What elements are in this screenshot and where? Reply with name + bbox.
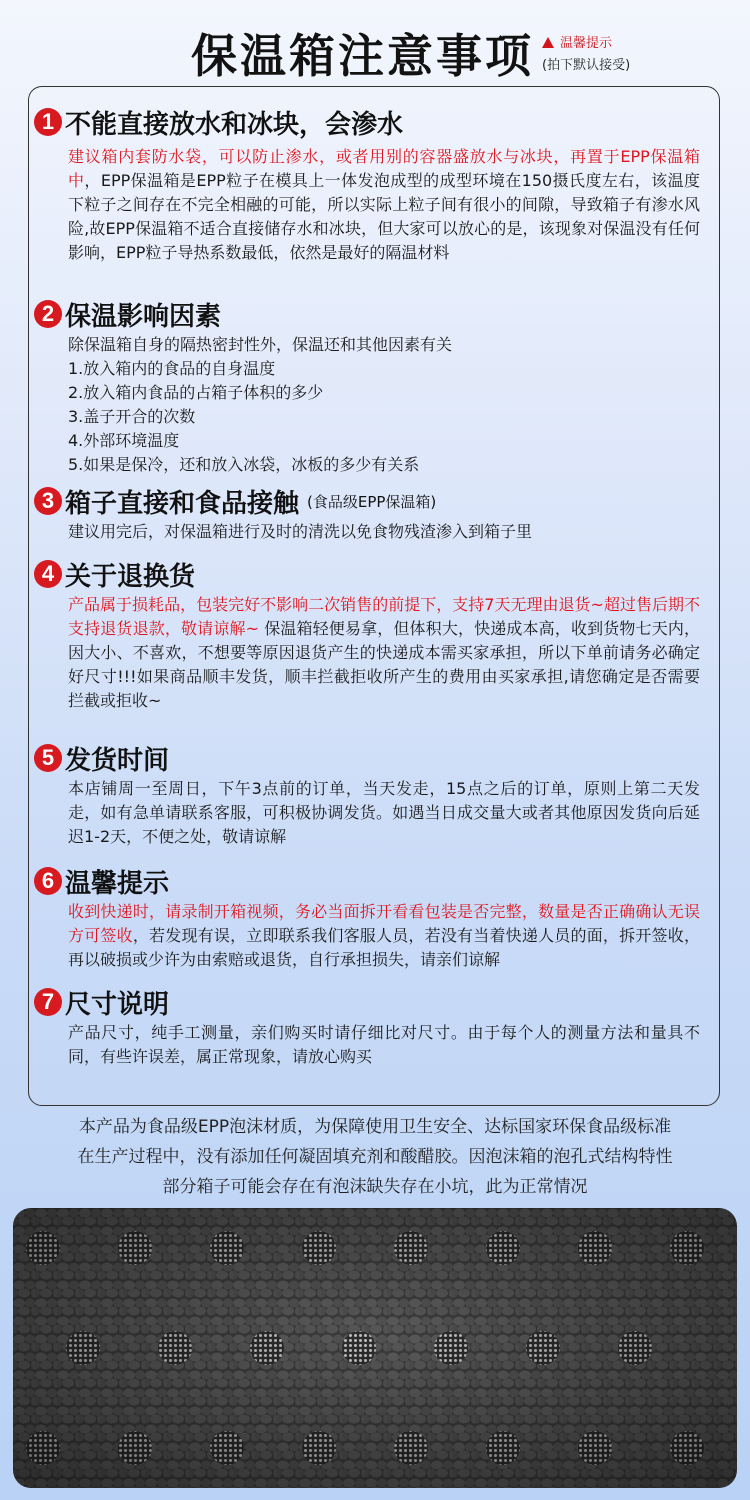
tip-subtext: (拍下默认接受) [542, 58, 631, 73]
section-2 [34, 297, 714, 477]
section-number-badge: 2 [34, 300, 62, 328]
page-header [0, 18, 750, 83]
section-7 [34, 985, 714, 1069]
disclaimer-line: 在生产过程中，没有添加任何凝固填充剂和酸醋胶。因泡沫箱的泡孔式结构特性 [77, 1147, 673, 1167]
tip-badge [542, 32, 612, 51]
section-number-badge: 4 [34, 560, 62, 588]
page-title: 保温箱注意事项 [191, 29, 534, 83]
warning-icon [542, 37, 554, 48]
list-item: 1.放入箱内的食品的自身温度 [68, 359, 276, 378]
section-3 [34, 484, 714, 544]
section-text: ，EPP保温箱是EPP粒子在模具上一体发泡成型的成型环境在150摄氏度左右，该温度下粒子之间存在不完全相融的可能，所以实际上粒子间有很小的间隙，导致箱子有渗水风险,故EPP保温箱不适合直接储存水和冰块，但大家可以放心的是，该现象对保温没有任何影响，EPP粒子导热系数最低，依然是最好的隔温材料 [68, 171, 700, 262]
section-title: 尺寸说明 [65, 989, 170, 1020]
list-item: 3.盖子开合的次数 [68, 407, 196, 426]
section-title: 发货时间 [65, 745, 170, 776]
section-body: 建议用完后，对保温箱进行及时的清洗以免食物残渣渗入到箱子里 [68, 522, 533, 541]
section-highlight: 产品属于损耗品，包装完好不影响二次销售的前提下，支持7天无理由退货~超过售后期不支持退货退款，敬请谅解~ [68, 595, 700, 638]
section-title: 不能直接放水和冰块，会渗水 [65, 109, 404, 140]
foam-texture-photo [13, 1208, 737, 1488]
foam-texture-image [13, 1208, 737, 1488]
material-disclaimer [20, 1112, 730, 1202]
section-text: ，若发现有误，立即联系我们客服人员，若没有当着快递人员的面，拆开签收，再以破损或少许为由索赔或退货，自行承担损失，请亲们谅解 [68, 926, 700, 969]
list-item: 5.如果是保冷，还和放入冰袋，冰板的多少有关系 [68, 455, 420, 474]
disclaimer-line: 本产品为食品级EPP泡沫材质，为保障使用卫生安全、达标国家环保食品级标准 [78, 1117, 672, 1137]
section-body: 本店铺周一至周日，下午3点前的订单，当天发走，15点之后的订单，原则上第二天发走，如有急单请联系客服，可积极协调发货。如遇当日成交量大或者其他原因发货向后延迟1-2天，不便之处，敬请谅解 [68, 779, 700, 846]
section-number-badge: 5 [34, 744, 62, 772]
section-intro: 除保温箱自身的隔热密封性外，保温还和其他因素有关 [68, 335, 453, 354]
section-number-badge: 7 [34, 988, 62, 1016]
section-highlight: 收到快递时，请录制开箱视频，务必当面拆开看看包装是否完整，数量是否正确确认无误方可签收 [68, 902, 700, 945]
section-number-badge: 6 [34, 867, 62, 895]
section-1 [34, 105, 714, 265]
disclaimer-line: 部分箱子可能会存在有泡沫缺失存在小坑，此为正常情况 [162, 1177, 588, 1197]
section-body: 产品尺寸，纯手工测量，亲们购买时请仔细比对尺寸。由于每个人的测量方法和量具不同，有些许误差，属正常现象，请放心购买 [68, 1023, 700, 1066]
section-body [68, 145, 700, 265]
section-title: 箱子直接和食品接触 [65, 488, 300, 519]
section-title: 保温影响因素 [65, 301, 222, 332]
section-4 [34, 557, 714, 713]
section-title: 温馨提示 [65, 868, 170, 899]
section-6 [34, 864, 714, 972]
list-item: 2.放入箱内食品的占箱子体积的多少 [68, 383, 324, 402]
section-5 [34, 741, 714, 849]
section-text: 保温箱轻便易拿，但体积大，快递成本高，收到货物七天内，因大小、不喜欢，不想要等原因退货产生的快递成本需买家承担，所以下单前请务必确定好尺寸!!!如果商品顺丰发货，顺丰拦截拒收所产生的费用由买家承担,请您确定是否需要拦截或拒收~ [68, 619, 700, 710]
section-title: 关于退换货 [65, 561, 196, 592]
section-note: (食品级EPP保温箱) [307, 492, 437, 511]
list-item: 4.外部环境温度 [68, 431, 180, 450]
section-body [68, 900, 700, 972]
section-highlight: 建议箱内套防水袋，可以防止渗水，或者用别的容器盛放水与冰块，再置于EPP保温箱中 [68, 147, 700, 190]
tip-label: 温馨提示 [560, 36, 613, 51]
section-number-badge: 1 [34, 108, 62, 136]
section-number-badge: 3 [34, 487, 62, 515]
section-body [68, 593, 700, 713]
section-body [68, 333, 700, 477]
